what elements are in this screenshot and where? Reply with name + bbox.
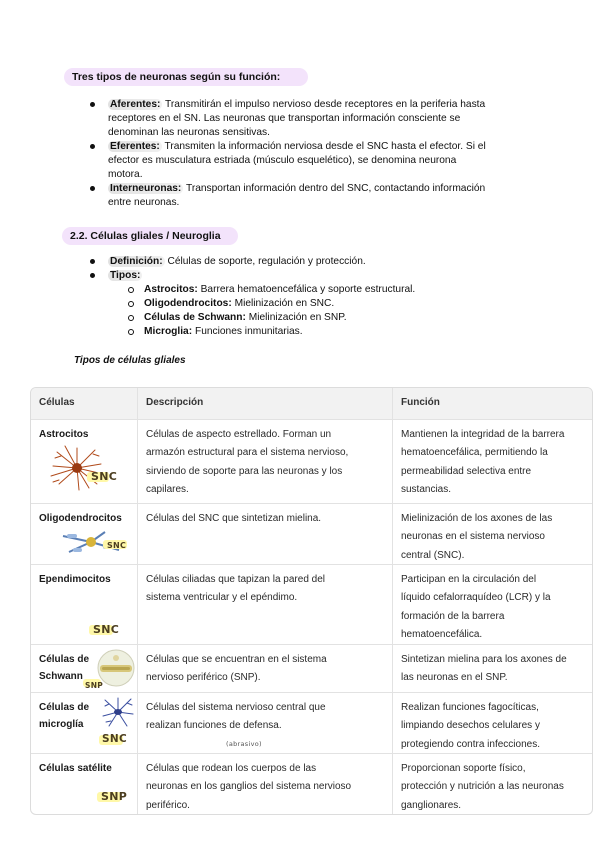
table-caption: Tipos de células gliales: [74, 355, 186, 366]
cell-name-text: microglía: [39, 718, 84, 730]
list-item: [90, 182, 530, 210]
glia-list: [90, 255, 510, 339]
desc-line: sistema ventricular y el epéndimo.: [146, 592, 298, 603]
desc-line: Células del SNC que sintetizan mielina.: [146, 512, 322, 524]
func-line: Proporcionan soporte físico,: [401, 762, 526, 774]
heading-text: 2.2. Células gliales / Neuroglia: [70, 230, 221, 242]
sub-term: Microglia:: [144, 326, 193, 337]
table-row: [31, 644, 592, 692]
handwritten-note: SNC: [107, 540, 127, 550]
func-line: Mantienen la integridad de la barrera: [401, 428, 565, 440]
table-row: [31, 753, 592, 814]
cell-name: [31, 504, 138, 564]
term-afferent: Aferentes:: [110, 99, 161, 110]
types-sublist: [90, 283, 510, 339]
heading-text: Tres tipos de neuronas según su función:: [72, 71, 281, 83]
desc-line: Células que se encuentran en el sistema: [146, 653, 327, 665]
desc-line: nervioso periférico (SNP).: [146, 672, 261, 683]
cell-name-text: Oligodendrocitos: [39, 512, 122, 524]
cell-description: [138, 693, 393, 753]
func-line: hematoencefálica.: [401, 629, 483, 640]
handwritten-note: SNP: [85, 680, 104, 690]
cell-name-text: Células de: [39, 653, 90, 665]
item-line: Transportan información dentro del SNC, contactando información: [185, 183, 486, 194]
desc-line: Células de aspecto estrellado. Forman un: [146, 428, 332, 440]
term-definition: Definición:: [110, 256, 163, 267]
item-line: denominan las neuronas sensitivas.: [108, 127, 270, 138]
func-line: hematoencefálica, permitiendo la: [401, 447, 548, 458]
func-line: líquido cefalorraquídeo (LCR) y la: [401, 592, 551, 603]
header-function: Función: [401, 397, 440, 408]
table-row: [31, 419, 592, 503]
cell-description: [138, 645, 393, 692]
func-line: Participan en la circulación del: [401, 573, 537, 585]
handwritten-note: SNP: [101, 789, 128, 803]
item-line: entre neuronas.: [108, 197, 180, 208]
cell-name: [31, 754, 138, 814]
cell-function: [393, 645, 590, 692]
microglia-sketch-icon: [101, 696, 135, 728]
sub-term: Oligodendrocitos:: [144, 298, 232, 309]
func-line: Mielinización de los axones de las: [401, 512, 553, 524]
cell-description: [138, 504, 393, 564]
sub-item: [128, 311, 510, 325]
desc-line: realizan funciones de defensa.: [146, 720, 282, 731]
handwritten-note: SNC: [102, 732, 127, 745]
desc-line: neuronas en los ganglios del sistema nervioso: [146, 781, 352, 792]
cell-name: [31, 420, 138, 503]
section-heading-glia: [62, 227, 238, 245]
desc-line: armazón estructural para el sistema nervioso,: [146, 447, 349, 458]
header-cells: Células: [31, 388, 138, 419]
glial-cells-table: [30, 387, 593, 815]
desc-line: capilares.: [146, 484, 189, 495]
item-line: receptores en el SN. Las neuronas que transportan información consciente se: [108, 113, 461, 124]
list-item-types: [90, 269, 510, 283]
desc-line: sirviendo de soporte para las neuronas y los: [146, 465, 343, 477]
item-line: efector es musculatura estriada (músculo esquelético), se denomina neurona: [108, 155, 457, 166]
cell-name-text: Astrocitos: [39, 428, 89, 440]
term-interneuron: Interneuronas:: [110, 183, 182, 194]
cell-name-text: Schwann: [39, 670, 83, 682]
table-row: [31, 564, 592, 644]
func-line: permeabilidad selectiva entre: [401, 465, 532, 477]
table-header-row: [31, 388, 592, 419]
sub-text: Mielinización en SNC.: [234, 298, 335, 309]
list-item: [90, 98, 530, 140]
table-row: [31, 503, 592, 564]
func-line: formación de la barrera: [401, 610, 505, 622]
desc-line: periférico.: [146, 799, 190, 811]
func-line: limpiando desechos celulares y: [401, 720, 540, 731]
cell-function: [393, 693, 590, 753]
section-heading-neurons: [64, 68, 308, 86]
cell-name-text: Células satélite: [39, 762, 112, 774]
cell-description: [138, 754, 393, 814]
handwritten-annotation: (abrasivo): [226, 739, 262, 748]
sub-item: [128, 297, 510, 311]
handwritten-note: SNC: [93, 622, 120, 636]
desc-line: Células del sistema nervioso central que: [146, 701, 326, 713]
handwritten-note: SNC: [91, 469, 118, 483]
cell-function: [393, 504, 590, 564]
cell-description: [138, 565, 393, 644]
func-line: neuronas en el sistema nervioso: [401, 531, 545, 542]
cell-name: [31, 645, 138, 692]
desc-line: Células que rodean los cuerpos de las: [146, 762, 317, 774]
func-line: protección y nutrición a las neuronas: [401, 781, 564, 792]
sub-term: Células de Schwann:: [144, 312, 246, 323]
cell-name-text: Células de: [39, 701, 90, 713]
func-line: sustancias.: [401, 484, 452, 495]
term-types: Tipos:: [110, 270, 141, 281]
table-row: [31, 692, 592, 753]
definition-text: Células de soporte, regulación y protección.: [167, 256, 366, 267]
sub-term: Astrocitos:: [144, 284, 198, 295]
sub-text: Barrera hematoencefálica y soporte estructural.: [200, 284, 416, 295]
neuron-types-list: [90, 98, 530, 210]
desc-line: Células ciliadas que tapizan la pared del: [146, 573, 326, 585]
list-item: [90, 140, 530, 182]
func-line: Realizan funciones fagocíticas,: [401, 701, 539, 713]
cell-function: [393, 420, 590, 503]
func-line: las neuronas en el SNP.: [401, 672, 508, 683]
cell-name-text: Ependimocitos: [39, 573, 111, 585]
sub-item: [128, 283, 510, 297]
func-line: central (SNC).: [401, 549, 465, 561]
item-line: motora.: [108, 169, 143, 180]
cell-name: [31, 565, 138, 644]
item-line: Transmitirán el impulso nervioso desde receptores en la periferia hasta: [165, 99, 486, 110]
term-efferent: Eferentes:: [110, 141, 160, 152]
sub-text: Mielinización en SNP.: [248, 312, 347, 323]
cell-function: [393, 565, 590, 644]
cell-name: [31, 693, 138, 753]
item-line: Transmiten la información nerviosa desde el SNC hasta el efector. Si el: [164, 141, 486, 152]
cell-description: [138, 420, 393, 503]
func-line: protegiendo contra infecciones.: [401, 738, 540, 750]
sub-item: [128, 325, 510, 339]
list-item-definition: [90, 255, 510, 269]
header-description: Descripción: [138, 388, 393, 419]
cell-function: [393, 754, 590, 814]
func-line: ganglionares.: [401, 799, 462, 811]
func-line: Sintetizan mielina para los axones de: [401, 653, 567, 665]
sub-text: Funciones inmunitarias.: [194, 326, 303, 337]
